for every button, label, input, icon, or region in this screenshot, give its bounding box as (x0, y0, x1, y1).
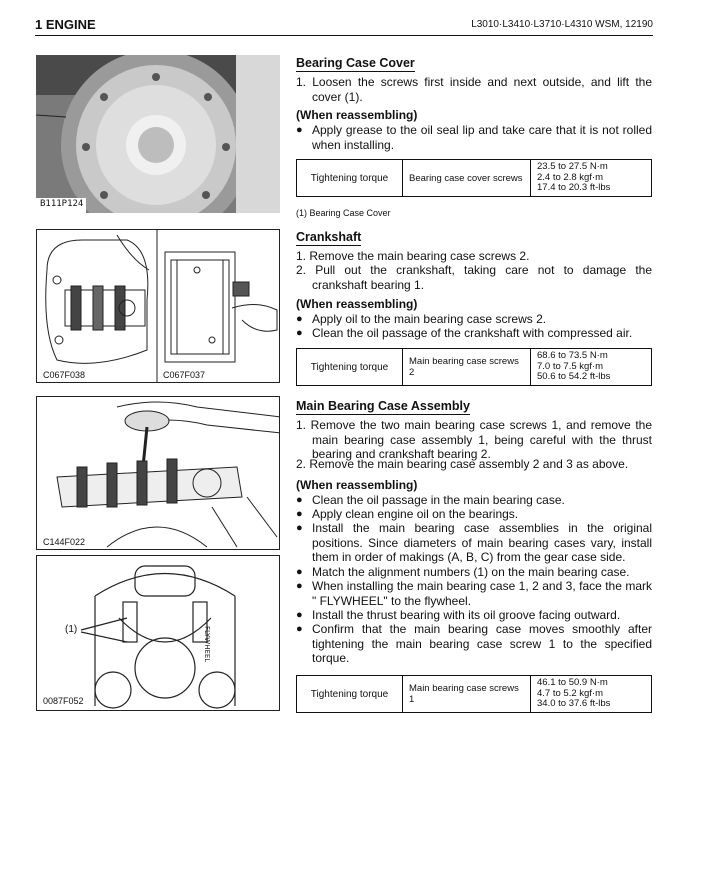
section-bearing-case-cover-title: Bearing Case Cover (296, 56, 415, 70)
torque-label: Tightening torque (297, 349, 403, 386)
bullet-item: ● Clean the oil passage of the crankshaft with compressed air. (296, 326, 633, 340)
step: 2. Pull out the crankshaft, taking care not to damage the crankshaft bearing 1. (296, 263, 652, 292)
torque-item: Main bearing case screws 2 (403, 349, 531, 386)
step: 1. Loosen the screws first inside and next outside, and lift the cover (1). (296, 75, 652, 104)
figure-code: B111P124 (40, 199, 84, 209)
section-crankshaft-title: Crankshaft (296, 230, 362, 244)
bearing-case-cover-photo (36, 55, 280, 213)
torque-label: Tightening torque (297, 160, 403, 197)
step: 1. Remove the main bearing case screws 2. (296, 249, 530, 263)
torque-values: 46.1 to 50.9 N·m 4.7 to 5.2 kgf·m 34.0 to 37.6 ft-lbs (531, 676, 652, 713)
reassembling-title: (When reassembling) (296, 108, 418, 122)
bullet-item: ● Install the main bearing case assemblies in the original positions. Since diameters of main bearing cases vary, install them in order of makings (A, B, C) from the gear case side. (296, 521, 652, 564)
figure-note: (1) Bearing Case Cover (296, 208, 391, 218)
callout-1: (1) (65, 624, 78, 635)
figure-code-right: C067F037 (163, 370, 206, 380)
bullet-item: ● Confirm that the main bearing case moves smoothly after tightening the main bearing case screw 1 to the specified torque. (296, 622, 652, 665)
torque-table-main-bearing (296, 675, 652, 713)
figure-main-bearing-removal (36, 396, 280, 550)
torque-table-crankshaft (296, 348, 652, 386)
figure-main-bearing-case (36, 555, 280, 711)
figure-code-left: C067F038 (43, 370, 86, 380)
step: 2. Remove the main bearing case assembly 2 and 3 as above. (296, 457, 629, 471)
bullet-item: ● Install the thrust bearing with its oil groove facing outward. (296, 608, 621, 622)
torque-item: Main bearing case screws 1 (403, 676, 531, 713)
section-main-bearing-title: Main Bearing Case Assembly (296, 399, 470, 413)
figure-bearing-case-cover (36, 55, 280, 213)
page-header (35, 14, 653, 36)
torque-values: 68.6 to 73.5 N·m 7.0 to 7.5 kgf·m 50.6 to 54.2 ft-lbs (531, 349, 652, 386)
bullet-item: ● Apply oil to the main bearing case screws 2. (296, 312, 547, 326)
model-code: L3010·L3410·L3710·L4310 WSM, 12190 (471, 19, 653, 30)
section-title: 1 ENGINE (35, 17, 96, 32)
step: 1. Remove the two main bearing case screws 1, and remove the main bearing case assembly 1, being careful with the thrust bearing and crankshaft bearing 2. (296, 418, 652, 461)
flywheel-mark: FLYWHEEL (203, 626, 211, 663)
torque-table-bearing-cover (296, 159, 652, 197)
figure-crankshaft-removal (36, 229, 280, 383)
bullet-item: ● When installing the main bearing case 1, 2 and 3, face the mark " FLYWHEEL" to the flywheel. (296, 579, 652, 608)
reassembling-title: (When reassembling) (296, 478, 418, 492)
bullet-item: ● Clean the oil passage in the main bearing case. (296, 493, 565, 507)
reassembling-title: (When reassembling) (296, 297, 418, 311)
bullet-item: ● Apply grease to the oil seal lip and take care that it is not rolled when installing. (296, 123, 652, 152)
torque-label: Tightening torque (297, 676, 403, 713)
figure-code: 0087F052 (43, 696, 84, 706)
torque-values: 23.5 to 27.5 N·m 2.4 to 2.8 kgf·m 17.4 to 20.3 ft-lbs (531, 160, 652, 197)
figure-code: C144F022 (43, 537, 86, 547)
crankshaft-drawings (37, 230, 280, 383)
bullet-item: ● Match the alignment numbers (1) on the main bearing case. (296, 565, 630, 579)
main-bearing-drawing (37, 397, 280, 550)
torque-item: Bearing case cover screws (403, 160, 531, 197)
bullet-item: ● Apply clean engine oil on the bearings. (296, 507, 519, 521)
